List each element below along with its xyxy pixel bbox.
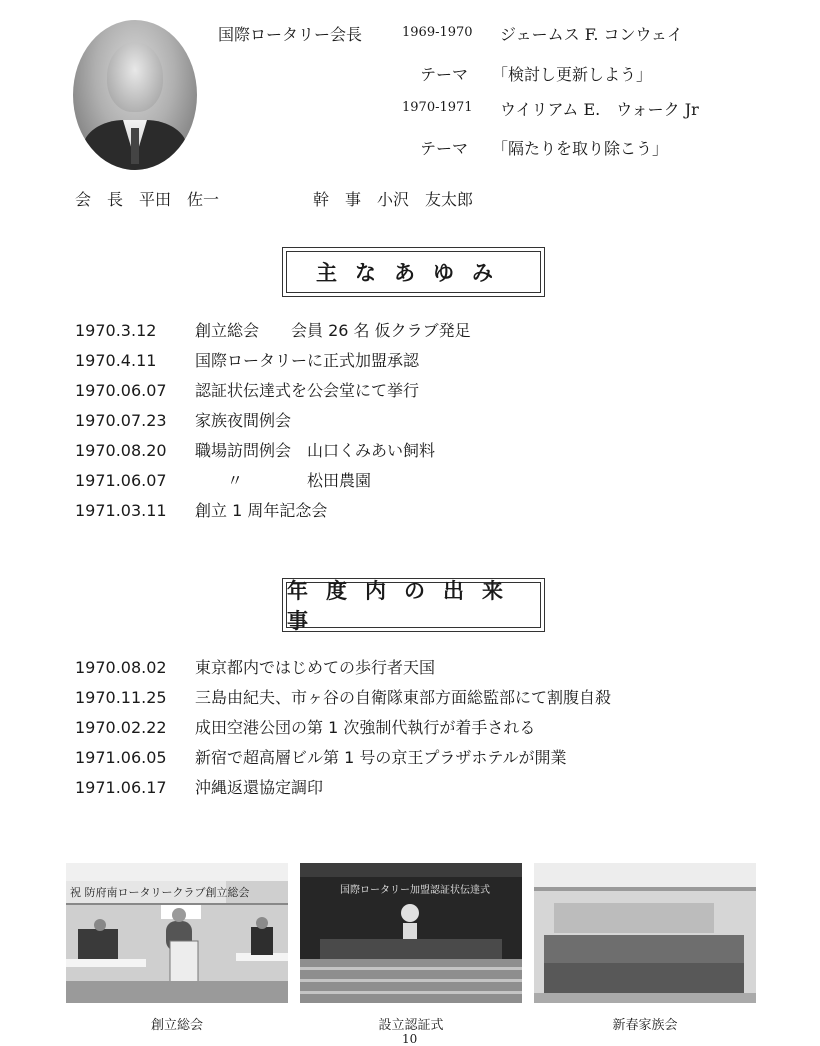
history-text: 創立 1 周年記念会 bbox=[195, 501, 328, 520]
term2-years: 1970-1971 bbox=[402, 100, 473, 115]
club-president: 会 長 平田 佐一 bbox=[75, 190, 220, 209]
president-portrait bbox=[73, 20, 197, 170]
event-date: 1971.06.05 bbox=[75, 748, 167, 767]
ri-president-title: 国際ロータリー会長 bbox=[218, 25, 363, 44]
history-item bbox=[75, 408, 291, 431]
caption-founding-meeting: 創立総会 bbox=[150, 1018, 203, 1033]
founding-banner: 祝 防府南ロータリークラブ創立総会 bbox=[70, 886, 250, 899]
history-item bbox=[75, 348, 419, 371]
caption-certification-ceremony: 設立認証式 bbox=[378, 1018, 444, 1033]
event-date: 1971.06.17 bbox=[75, 778, 167, 797]
term1-name: ジェームス F. コンウェイ bbox=[500, 25, 683, 44]
photo-certification-ceremony bbox=[300, 863, 522, 1003]
photo-new-year-family bbox=[534, 863, 756, 1003]
history-date: 1971.06.07 bbox=[75, 471, 167, 490]
event-item bbox=[75, 715, 535, 738]
history-date: 1970.07.23 bbox=[75, 411, 167, 430]
event-item bbox=[75, 655, 435, 678]
event-item bbox=[75, 685, 611, 708]
history-date: 1970.4.11 bbox=[75, 351, 157, 370]
history-text: 認証状伝達式を公会堂にて挙行 bbox=[195, 381, 420, 400]
event-text: 成田空港公団の第 1 次強制代執行が着手される bbox=[195, 718, 536, 737]
term1-theme: 「検討し更新しよう」 bbox=[492, 65, 653, 84]
photo-founding-meeting bbox=[66, 863, 288, 1003]
event-date: 1970.08.02 bbox=[75, 658, 167, 677]
history-date: 1970.06.07 bbox=[75, 381, 167, 400]
section-title-events: 年度内の出来事 bbox=[286, 582, 541, 628]
term2-theme-label: テーマ bbox=[420, 139, 469, 158]
term1-theme-label: テーマ bbox=[420, 65, 469, 84]
event-date: 1970.11.25 bbox=[75, 688, 167, 707]
history-item bbox=[75, 498, 327, 521]
club-secretary: 幹 事 小沢 友太郎 bbox=[313, 190, 474, 209]
ceremony-banner: 国際ロータリー加盟認証状伝達式 bbox=[340, 885, 490, 896]
history-text: 家族夜間例会 bbox=[195, 411, 292, 430]
term2-name: ウイリアム E. ウォーク Jr bbox=[500, 100, 699, 119]
event-text: 東京都内ではじめての歩行者天国 bbox=[195, 658, 436, 677]
event-date: 1970.02.22 bbox=[75, 718, 167, 737]
page-number: 10 bbox=[402, 1032, 418, 1046]
history-item bbox=[75, 438, 435, 461]
event-text: 沖縄返還協定調印 bbox=[195, 778, 324, 797]
history-text: 国際ロータリーに正式加盟承認 bbox=[195, 351, 420, 370]
event-text: 三島由紀夫、市ヶ谷の自衛隊東部方面総監部にて割腹自殺 bbox=[195, 688, 612, 707]
history-text: 〃 松田農園 bbox=[195, 471, 372, 490]
term2-theme: 「隔たりを取り除こう」 bbox=[492, 139, 669, 158]
history-date: 1971.03.11 bbox=[75, 501, 167, 520]
history-date: 1970.3.12 bbox=[75, 321, 157, 340]
history-text: 創立総会 会員 26 名 仮クラブ発足 bbox=[195, 321, 471, 340]
event-text: 新宿で超高層ビル第 1 号の京王プラザホテルが開業 bbox=[195, 748, 567, 767]
history-text: 職場訪問例会 山口くみあい飼料 bbox=[195, 441, 436, 460]
history-item bbox=[75, 318, 471, 341]
event-item bbox=[75, 745, 567, 768]
history-item bbox=[75, 378, 419, 401]
event-item bbox=[75, 775, 323, 798]
history-item bbox=[75, 468, 371, 491]
section-title-history: 主なあゆみ bbox=[286, 251, 541, 293]
caption-new-year-family: 新春家族会 bbox=[612, 1018, 678, 1033]
term1-years: 1969-1970 bbox=[402, 25, 473, 40]
history-date: 1970.08.20 bbox=[75, 441, 167, 460]
